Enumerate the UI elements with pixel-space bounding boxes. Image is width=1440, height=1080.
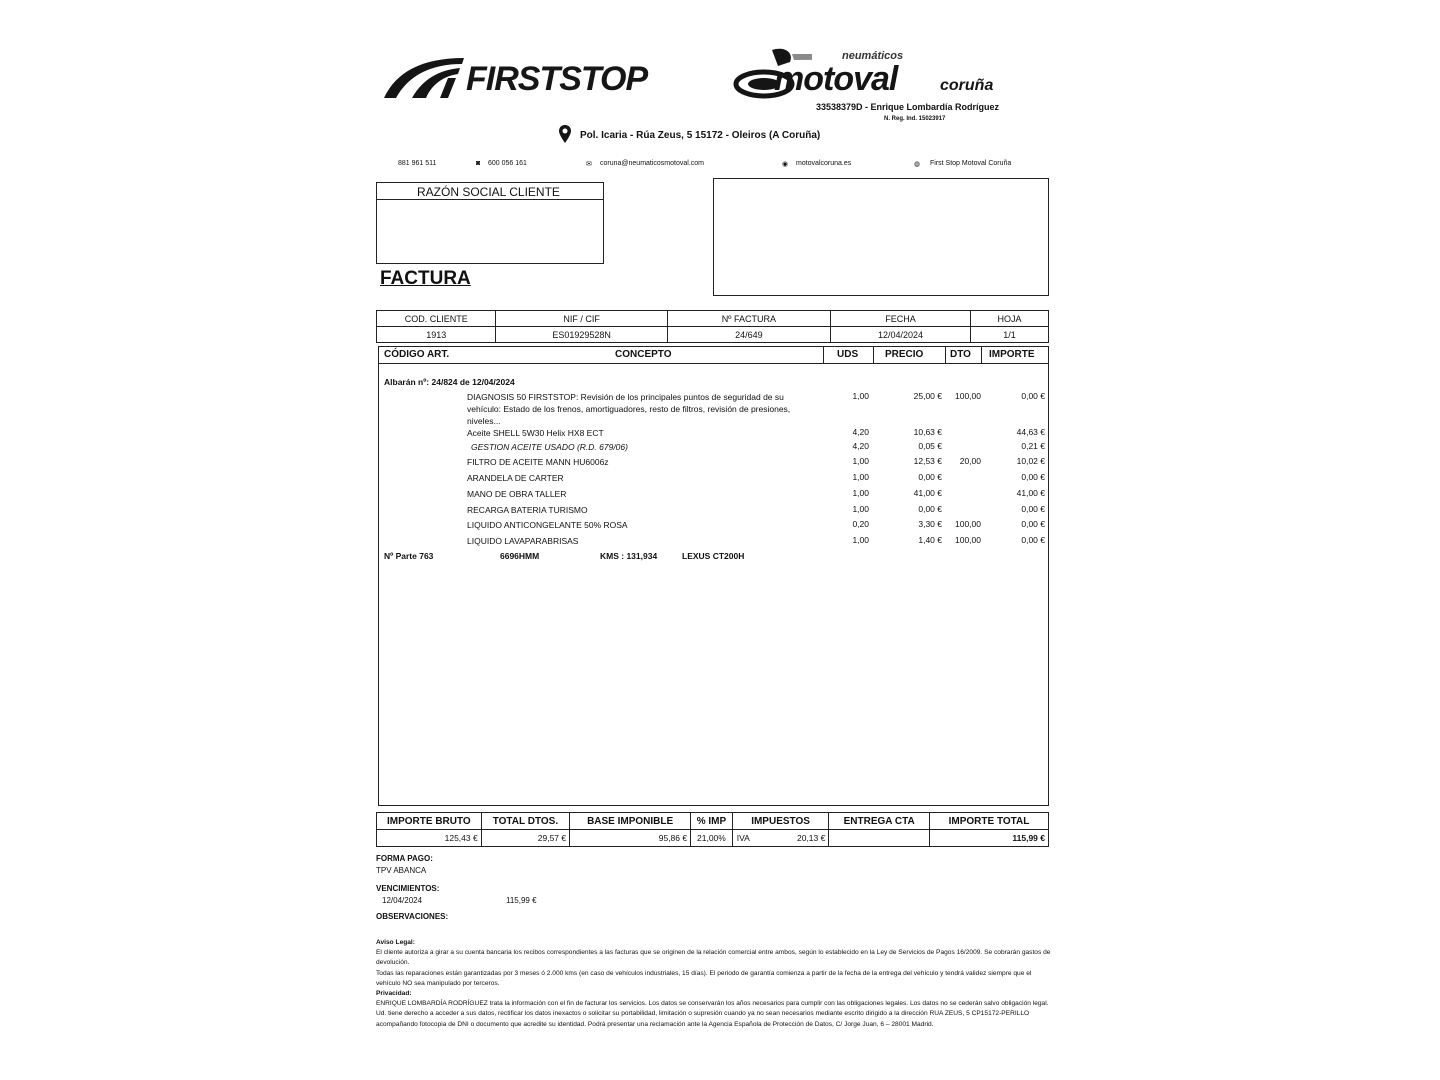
item-amount: 0,21 € [1021,441,1045,451]
col-precio: PRECIO [885,349,924,360]
invoice-document [370,36,1060,1046]
col-cod-cliente: COD. CLIENTE [377,311,496,327]
website: motovalcoruna.es [796,160,852,167]
item-uds: 1,00 [852,504,869,514]
col-fecha: FECHA [830,311,970,327]
registry-number: N. Reg. Ind. 15023917 [884,116,946,122]
item-uds: 4,20 [852,441,869,451]
hoja-value: 1/1 [971,327,1049,343]
col-concepto: CONCEPTO [615,349,672,360]
col-importe-bruto: IMPORTE BRUTO [377,813,482,830]
social-page: First Stop Motoval Coruña [930,160,1012,167]
col-total-dtos: TOTAL DTOS. [481,813,569,830]
company-address: Pol. Icaria - Rúa Zeus, 5 15172 - Oleiros (A Coruña) [580,130,821,141]
col-entrega-cta: ENTREGA CTA [829,813,930,830]
item-dto: 100,00 [955,391,981,401]
motoval-city: coruña [940,77,994,94]
item-desc: ARANDELA DE CARTER [467,473,564,483]
client-name-box [376,182,604,264]
nif-value: ES01929528N [496,327,667,343]
vencimiento-date: 12/04/2024 [382,896,423,905]
cod-cliente-value: 1913 [377,327,496,343]
item-uds: 1,00 [852,535,869,545]
fecha-value: 12/04/2024 [830,327,970,343]
forma-pago-value: TPV ABANCA [376,866,427,875]
invoice-header-table [376,310,1049,343]
motoval-wordmark: motoval [774,60,898,98]
item-amount: 0,00 € [1021,391,1045,401]
document-title: FACTURA [380,268,471,289]
totals-table [376,812,1049,847]
item-price: 0,00 € [918,504,942,514]
item-uds: 0,20 [852,519,869,529]
vehicle-kms: KMS : 131,934 [600,551,658,561]
total-dtos-value: 29,57 € [481,830,569,847]
privacidad-text: ENRIQUE LOMBARDÍA RODRÍGUEZ trata la información con el fin de facturar los servicios. Los datos se conservarán los años necesarios para cumplir con las obligaciones legales. Los datos no se cederán salvo obligación legal. Ud. tiene derecho a acceder a sus datos, rectificar los datos inexactos o solicitar su portabilidad, limitación o supresión cuando ya no sean necesarios mediante escrito dirigido a la dirección RUA ZEUS, 5 CP15172-PERILLO acompañando fotocopia de DNI o documento que acredite su identidad. Podrá presentar una reclamación ante la Agencia Española de Protección de Datos, C/ Jorge Juan, 6 – 28001 Madrid. [376,1000,1049,1028]
item-desc: DIAGNOSIS 50 FIRSTSTOP: Revisión de los principales puntos de seguridad de su vehículo: Estado de los frenos, amortiguadores, resto de filtros, revisión de presiones, niveles... [467,392,791,426]
impuestos-value: 20,13 € [796,833,826,843]
item-desc: GESTION ACEITE USADO (R.D. 679/06) [471,442,628,452]
num-factura-value: 24/649 [667,327,830,343]
garantia-text: Todas las reparaciones están garantizadas por 3 meses ó 2.000 kms (en caso de vehículos industriales, 15 días). El periodo de garantía comienza a partir de la fecha de la entrega del vehículo y tendrá validez siempre que el vehículo NO sea manipulado por terceros. [376,969,1032,987]
line-items-box [378,346,1049,806]
item-uds: 1,00 [852,456,869,466]
base-imponible-value: 95,86 € [570,830,691,847]
item-desc: Aceite SHELL 5W30 Helix HX8 ECT [467,428,604,438]
item-amount: 41,00 € [1016,488,1045,498]
firststop-logo [382,46,682,106]
item-amount: 0,00 € [1021,535,1045,545]
item-uds: 1,00 [852,391,869,401]
line-items-header [379,347,1048,364]
pct-imp-value: 21,00% [691,830,733,847]
firststop-wordmark: FIRSTSTOP [466,60,648,98]
web-icon: ◉ [782,161,789,168]
entrega-cta-value [829,830,930,847]
firststop-swoosh-icon [382,52,466,102]
location-pin-icon [558,124,572,144]
item-dto: 100,00 [955,519,981,529]
col-impuestos: IMPUESTOS [732,813,829,830]
col-nif: NIF / CIF [496,311,667,327]
item-uds: 1,00 [852,488,869,498]
item-amount: 0,00 € [1021,519,1045,529]
client-address-box [713,178,1049,296]
item-dto: 20,00 [959,456,981,466]
item-amount: 0,00 € [1021,472,1045,482]
vehicle-model: LEXUS CT200H [682,551,745,561]
client-name-label: RAZÓN SOCIAL CLIENTE [417,185,560,199]
vencimientos-label: VENCIMIENTOS: [376,884,440,893]
item-price: 12,53 € [913,456,942,466]
item-desc: LIQUIDO ANTICONGELANTE 50% ROSA [467,520,628,530]
item-desc: RECARGA BATERIA TURISMO [467,505,588,515]
col-uds: UDS [837,349,859,360]
item-amount: 44,63 € [1016,427,1045,437]
col-num-factura: Nº FACTURA [667,311,830,327]
col-pct-imp: % IMP [691,813,733,830]
vehicle-plate: 6696HMM [500,551,540,561]
iva-label: IVA [736,833,750,843]
col-codigo: CÓDIGO ART. [384,349,450,360]
phone-number: 881 961 511 [398,160,437,167]
item-price: 10,63 € [913,427,942,437]
aviso-legal-title: Aviso Legal: [376,939,415,946]
item-amount: 10,02 € [1016,456,1045,466]
item-desc: FILTRO DE ACEITE MANN HU6006z [467,457,609,467]
item-desc: MANO DE OBRA TALLER [467,489,567,499]
privacidad-title: Privacidad: [376,990,412,998]
email-icon: ✉ [586,161,592,168]
email-address: coruna@neumaticosmotoval.com [600,160,704,167]
item-uds: 1,00 [852,472,869,482]
work-order-number: Nº Parte 763 [384,551,434,561]
impuestos-cell [732,830,829,847]
aviso-legal-text: El cliente autoriza a girar a su cuenta bancaria los recibos correspondientes a las facturas que se originen de la relación comercial entre ambos, según lo establecido en la Ley de Servicios de Pagos 16/2009. Se cobrarán gastos de devolución. [376,949,1051,967]
observaciones-label: OBSERVACIONES: [376,912,449,921]
forma-pago-label: FORMA PAGO: [376,854,433,863]
motoval-tagline: neumáticos [842,50,904,62]
col-hoja: HOJA [971,311,1049,327]
item-uds: 4,20 [852,427,869,437]
owner-id: 33538379D - Enrique Lombardía Rodríguez [816,102,1000,112]
mobile-number: 600 056 161 [488,160,527,167]
motoval-logo [732,40,1042,130]
item-price: 0,00 € [918,472,942,482]
item-amount: 0,00 € [1021,504,1045,514]
vencimiento-amount: 115,99 € [506,896,537,905]
item-price: 3,30 € [918,519,942,529]
item-price: 25,00 € [913,391,942,401]
whatsapp-icon: ◙ [476,160,481,167]
legal-notice [376,938,1052,1030]
contact-bar [380,160,1050,172]
item-dto: 100,00 [955,535,981,545]
importe-total-value: 115,99 € [930,830,1049,847]
col-dto: DTO [950,349,971,360]
importe-bruto-value: 125,43 € [377,830,482,847]
item-price: 0,05 € [918,441,942,451]
item-price: 41,00 € [913,488,942,498]
col-base-imponible: BASE IMPONIBLE [570,813,691,830]
col-importe: IMPORTE [989,349,1035,360]
facebook-icon: ◍ [914,161,921,168]
item-desc: LIQUIDO LAVAPARABRISAS [467,536,579,546]
delivery-note: Albarán nº: 24/824 de 12/04/2024 [384,377,515,387]
item-price: 1,40 € [918,535,942,545]
col-importe-total: IMPORTE TOTAL [930,813,1049,830]
